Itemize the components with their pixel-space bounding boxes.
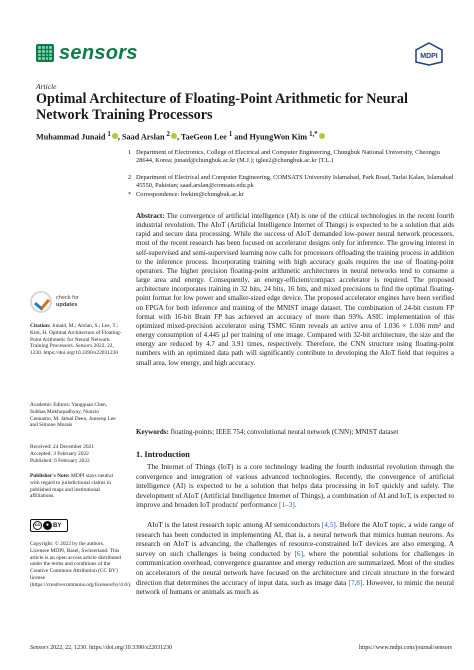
section-heading: 1. Introduction: [136, 450, 190, 459]
by-label: BY: [53, 522, 62, 529]
check-updates-line: updates: [56, 301, 78, 308]
author-list: [36, 131, 456, 142]
affiliation-number: 2: [128, 174, 132, 181]
keywords-text: floating-points; IEEE 754; convolutional neural network (CNN); MNIST dataset: [170, 428, 399, 436]
citation-link[interactable]: [1–3]: [279, 500, 295, 510]
journal-name: sensors: [59, 42, 138, 64]
citation-link[interactable]: [6]: [294, 548, 304, 558]
affiliation-number: *: [128, 191, 132, 198]
journal-logo-icon: [36, 44, 54, 62]
citation-journal: Sensors: [75, 343, 93, 350]
author-name: , Saad Arslan: [117, 132, 165, 142]
affiliation-text: Correspondence: hwkim@chungbuk.ac.kr: [136, 191, 244, 198]
publisher-note-label: Publisher's Note:: [30, 473, 70, 479]
citation-tail: 2022, 22, 1230. https://doi.org/10.3390/s22031230: [30, 343, 118, 357]
published-date: Published: 6 February 2022: [30, 458, 90, 464]
abstract-text: The convergence of artificial intelligence (AI) is one of the critical technologies in the recent fourth industrial revolution. The AIoT (Artificial Intelligence Internet of Things) is expected to be a solution that aids rapid and secure data processing. While the success of AIoT demanded low-power neural network processors, most of the recent research has been focused on accelerator designs only for inference. The growing interest in self-supervised and semi-supervised learning now calls for processors offloading the training process in addition to the inference process. Incorporating training with high accuracy goals requires the use of floating-point operators. The higher precision floating-point arithmetic architectures in neural networks tend to consume a large area and energy. Consequently, an energy-efficient/compact accelerator is required. The proposed architecture incorporates training in 32 bits, 24 bits, 16 bits, and mixed precisions to find the optimal floating-point format for low power and smaller-sized edge device. The proposed accelerator engines have been verified on FPGA for both inference and training of the MNIST image dataset. The combination of 24-bit custom FP format with 16-bit Brain FP has achieved an accuracy of more than 93%. ASIC implementation of this optimized mixed-precision accelerator using TSMC 65nm reveals an active area of 1.036 × 1.036 mm² and energy consumption of 4.445 µJ per training of one image. Compared with 32-bit architecture, the size and the energy are reduced by 4.7 and 3.91 times, respectively. Therefore, the CNN structure using floating-point numbers with an optimized data path will significantly contribute to developing the AIoT field that requires a small area, low energy, and high accuracy.: [136, 212, 454, 367]
cc-by-license-icon[interactable]: [30, 519, 68, 532]
author-affil-sup: 1,*: [309, 131, 318, 138]
affiliation-text: Department of Electrical and Computer Engineering, COMSATS University Islamabad, Park Road, Tarlai Kalan, Islamabad 45550, Pakistan; saad.arslan@comsats.edu.pk: [136, 174, 454, 190]
orcid-icon[interactable]: [319, 133, 325, 139]
abstract: [136, 212, 454, 368]
citation-text: Junaid, M.; Arslan, S.; Lee, T.; Kim, H. Optimal Architecture of Floating-Point Arithmetic for Neural Network Training Processors.: [30, 323, 122, 350]
abstract-label: Abstract:: [136, 212, 165, 220]
person-icon: ●: [43, 521, 52, 530]
citation-block: [30, 323, 122, 357]
keywords: [136, 428, 454, 437]
intro-paragraph: AIoT is the latest research topic among AI semiconductors [4,5]. Before the AIoT topic, a wide range of research has been conducted in implementing AI, that is, a neural network that mimics human neurons. As research on AIoT is advancing, the challenges of resource-constrained IoT devices are also emerging. A survey on such challenges is being conducted by [6], where the potential solutions for challenges in communication overhead, convergence guarantee and energy reduction are summarized. Most of the studies on accelerators of the neural network have focused on the architecture and circuit structure in the forward direction that determines the accuracy of input data, such as image data [7,8]. However, to mimic the neural network of humans or animals as much as: [136, 520, 455, 597]
copyright-notice: Copyright: © 2022 by the authors. Licensee MDPI, Basel, Switzerland. This article is an open access article distributed under the terms and conditions of the Creative Commons Attribution (CC BY) license (https://creativecommons.org/licenses/by/4.0/).: [30, 541, 132, 588]
citation-link[interactable]: [4,5]: [321, 520, 336, 529]
check-updates-icon: [30, 291, 52, 313]
affiliation-item: [128, 174, 454, 190]
author-affil-sup: 1: [107, 131, 111, 138]
author-name: Muhammad Junaid: [36, 132, 106, 142]
author-name: , TaeGeon Lee: [176, 132, 227, 142]
article-type: Article: [36, 82, 57, 91]
cc-icon: cc: [34, 523, 41, 528]
check-updates-line: check for: [56, 295, 79, 301]
mdpi-logo-text: MDPI: [420, 53, 438, 60]
author-name: and HyungWon Kim: [234, 132, 308, 142]
intro-paragraph: The Internet of Things (IoT) is a core technology leading the fourth industrial revolution through the convergence and integration of various advanced technologies. Recently, the convergence of artificial intelligence (AI) is expected to be a solution that helps data processing in IoT quickly and safely. The development of AIoT (Artificial Intelligence Internet of Things), a combination of AI and IoT, is expected to improve and broaden IoT products' performance [1–3].: [136, 462, 454, 510]
publisher-note: [30, 473, 122, 500]
footer-journal-url[interactable]: https://www.mdpi.com/journal/sensors: [359, 645, 452, 651]
keywords-label: Keywords:: [136, 428, 169, 436]
mdpi-logo-icon: [414, 42, 444, 66]
academic-editors: Academic Editors: Yangquan Chen, Subhas Mukhopadhyay, Nunzio Cennamo, M. Jamal Deen, Junseop Lee and Simone Morais: [30, 402, 116, 429]
citation-label: Citation:: [30, 323, 51, 329]
accepted-date: Accepted: 3 February 2022: [30, 451, 89, 457]
affiliation-item: [128, 149, 454, 165]
author-affil-sup: 2: [166, 131, 170, 138]
author-affil-sup: 1: [228, 131, 233, 138]
footer-journal: Sensors: [30, 645, 49, 651]
correspondence: [128, 191, 454, 199]
citation-link[interactable]: [7,8]: [348, 577, 363, 587]
footer-citation: [30, 645, 172, 651]
paragraph-text: The Internet of Things (IoT) is a core technology leading the fourth industrial revolution through the convergence and integration of various advanced technologies. Recently, the convergence of artificial intelligence (AI) is expected to be a solution that helps data processing in IoT quickly and safely. The development of AIoT (Artificial Intelligence Internet of Things), a combination of AI and IoT, is expected to improve and broaden IoT products' performance: [136, 462, 454, 510]
affiliation-text: Department of Electronics, College of Electrical and Computer Engineering, Chungbuk National University, Cheongju 28644, Korea; junaid@chungbuk.ac.kr (M.J.); tglee2@chungbuk.ac.kr (T.L.): [136, 149, 440, 165]
paper-title: Optimal Architecture of Floating-Point Arithmetic for Neural Network Training Processors: [36, 91, 408, 123]
publisher-note-text: MDPI stays neutral with regard to jurisdictional claims in published maps and institutional affiliations.: [30, 473, 113, 500]
paragraph-text: AIoT is the latest research topic among AI semiconductors: [147, 520, 322, 529]
affiliation-number: 1: [128, 149, 132, 156]
received-date: Received: 24 December 2021: [30, 444, 94, 450]
footer-doi: 2022, 22, 1230. https://doi.org/10.3390/s22031230: [50, 645, 173, 651]
check-updates-button[interactable]: [30, 291, 110, 317]
